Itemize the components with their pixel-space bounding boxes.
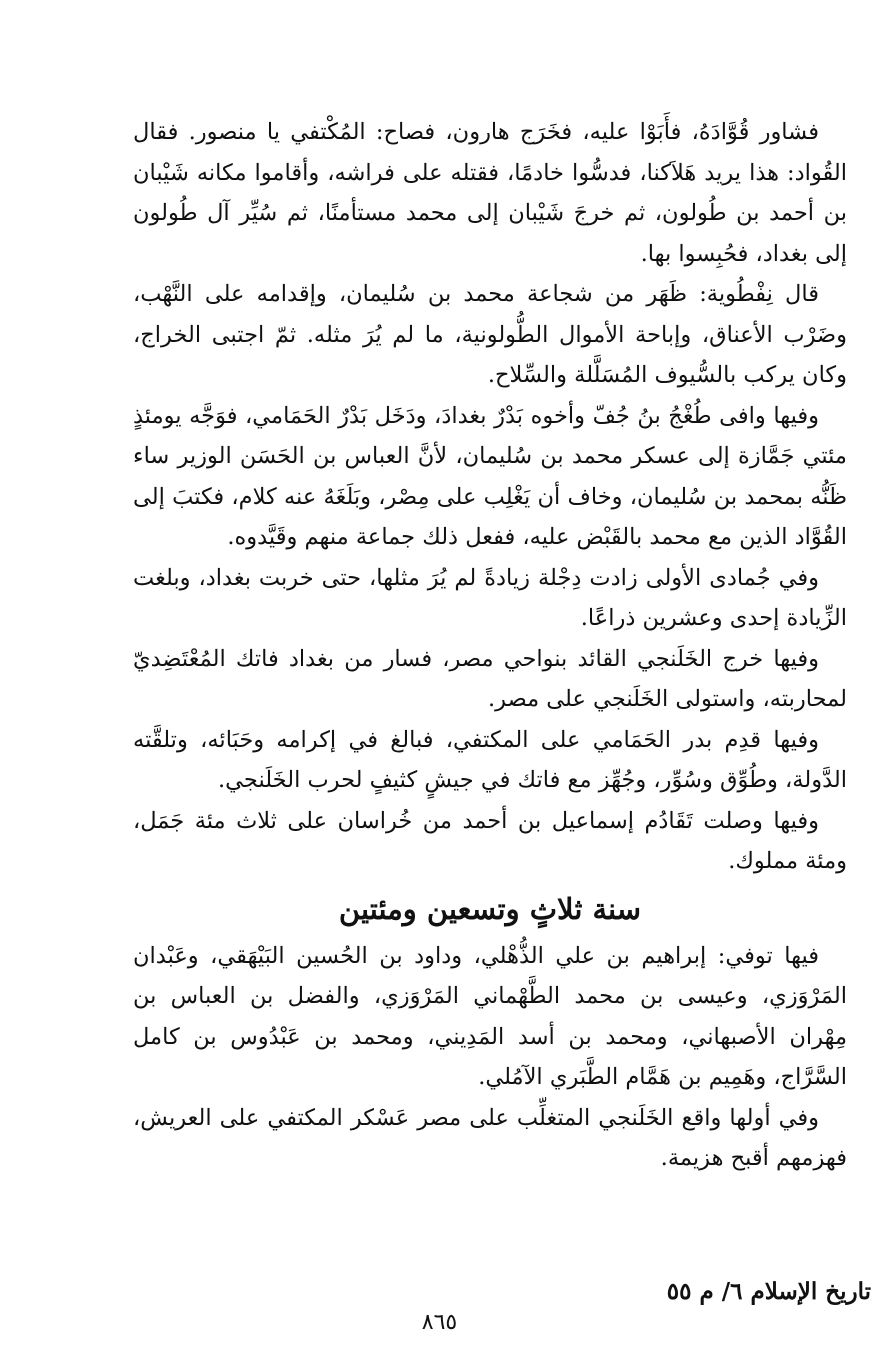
paragraph-badr-hamami: وفيها قدِم بدر الحَمَامي على المكتفي، فبالغ في إكرامه وحَبَائه، وتلقَّته الدَّولة، وطُوِّق وسُوِّر، وجُهِّز مع فاتك في جيشٍ كثيفٍ لحرب الخَلَنجي. [133,726,847,793]
page-number: ٨٦٥ [421,1310,458,1335]
paragraph-tughj-badr: وفيها وافى طُغْجُ بنُ جُفّ وأخوه بَدْرٌ بغدادَ، ودَخَل بَدْرٌ الحَمَامي، فوَجَّه يومئذٍ مئتي جَمَّازة إلى عسكر محمد بن سُليمان، لأنَّ العباس بن الحَسَن الوزير ساء ظَنُّه بمحمد بن سُليمان، وخاف أن يَغْلِب على مِصْر، وبَلَغَهُ عنه كلام، فكتبَ إلى القُوَّاد الذين مع محمد بالقَبْض عليه، ففعل ذلك جماعة منهم وقَيَّدوه. [133,402,847,550]
paragraph-dijla-flood: وفي جُمادى الأولى زادت دِجْلة زيادةً لم يُرَ مثلها، حتى خربت بغداد، وبلغت الزِّيادة إحدى وعشرين ذراعًا. [133,564,847,631]
section-heading-year-293: سنة ثلاثٍ وتسعين ومئتين [338,891,642,926]
page-body [133,112,847,1179]
paragraph-arish-battle: وفي أولها واقع الخَلَنجي المتغلِّب على مصر عَسْكر المكتفي على العريش، فهزمهم أقبح هزيمة. [133,1104,847,1171]
paragraph-ismail-gifts: وفيها وصلت تَقَادُم إسماعيل بن أحمد من خُراسان على ثلاث مئة جَمَل، ومئة مملوك. [133,807,847,874]
paragraph-khalanji-revolt: وفيها خرج الخَلَنجي القائد بنواحي مصر، فسار من بغداد فاتك المُعْتَضِديّ لمحاربته، واستولى الخَلَنجي على مصر. [133,645,847,712]
paragraph-mukhtafi-harun: فشاور قُوَّادَهُ، فأَبَوْا عليه، فخَرَج هارون، فصاح: المُكْتفي يا منصور. فقال القُواد: هذا يريد هَلاَكنا، فدسُّوا خادمًا، فقتله على فراشه، وأقاموا مكانه شَيْبان بن أحمد بن طُولون، ثم خرجَ شَيْبان إلى محمد مستأمنًا، ثم سُيِّر آل طُولون إلى بغداد، فحُبِسوا بها. [133,119,847,267]
footer-source-signature: تاريخ الإسلام ٦/ م ٥٥ [666,1278,871,1305]
paragraph-deaths-list: فيها توفي: إبراهيم بن علي الذُّهْلي، وداود بن الحُسين البَيْهَقي، وعَبْدان المَرْوَزي، وعيسى بن محمد الطَّهْماني المَرْوَزي، والفضل بن العباس بن مِهْران الأصبهاني، ومحمد بن أسد المَدِيني، ومحمد بن عَبْدُوس بن كامل السَّرَّاج، وهَمِيم بن هَمَّام الطَّبَري الآمُلي. [133,942,847,1090]
paragraph-niftawayh: قال نِفْطُوية: ظَهَر من شجاعة محمد بن سُليمان، وإقدامه على النَّهْب، وضَرْب الأعناق، وإباحة الأموال الطُّولونية، ما لم يُرَ مثله. ثمّ اجتبى الخراج، وكان يركب بالسُّيوف المُسَلَّلة والسِّلاح. [133,281,847,388]
